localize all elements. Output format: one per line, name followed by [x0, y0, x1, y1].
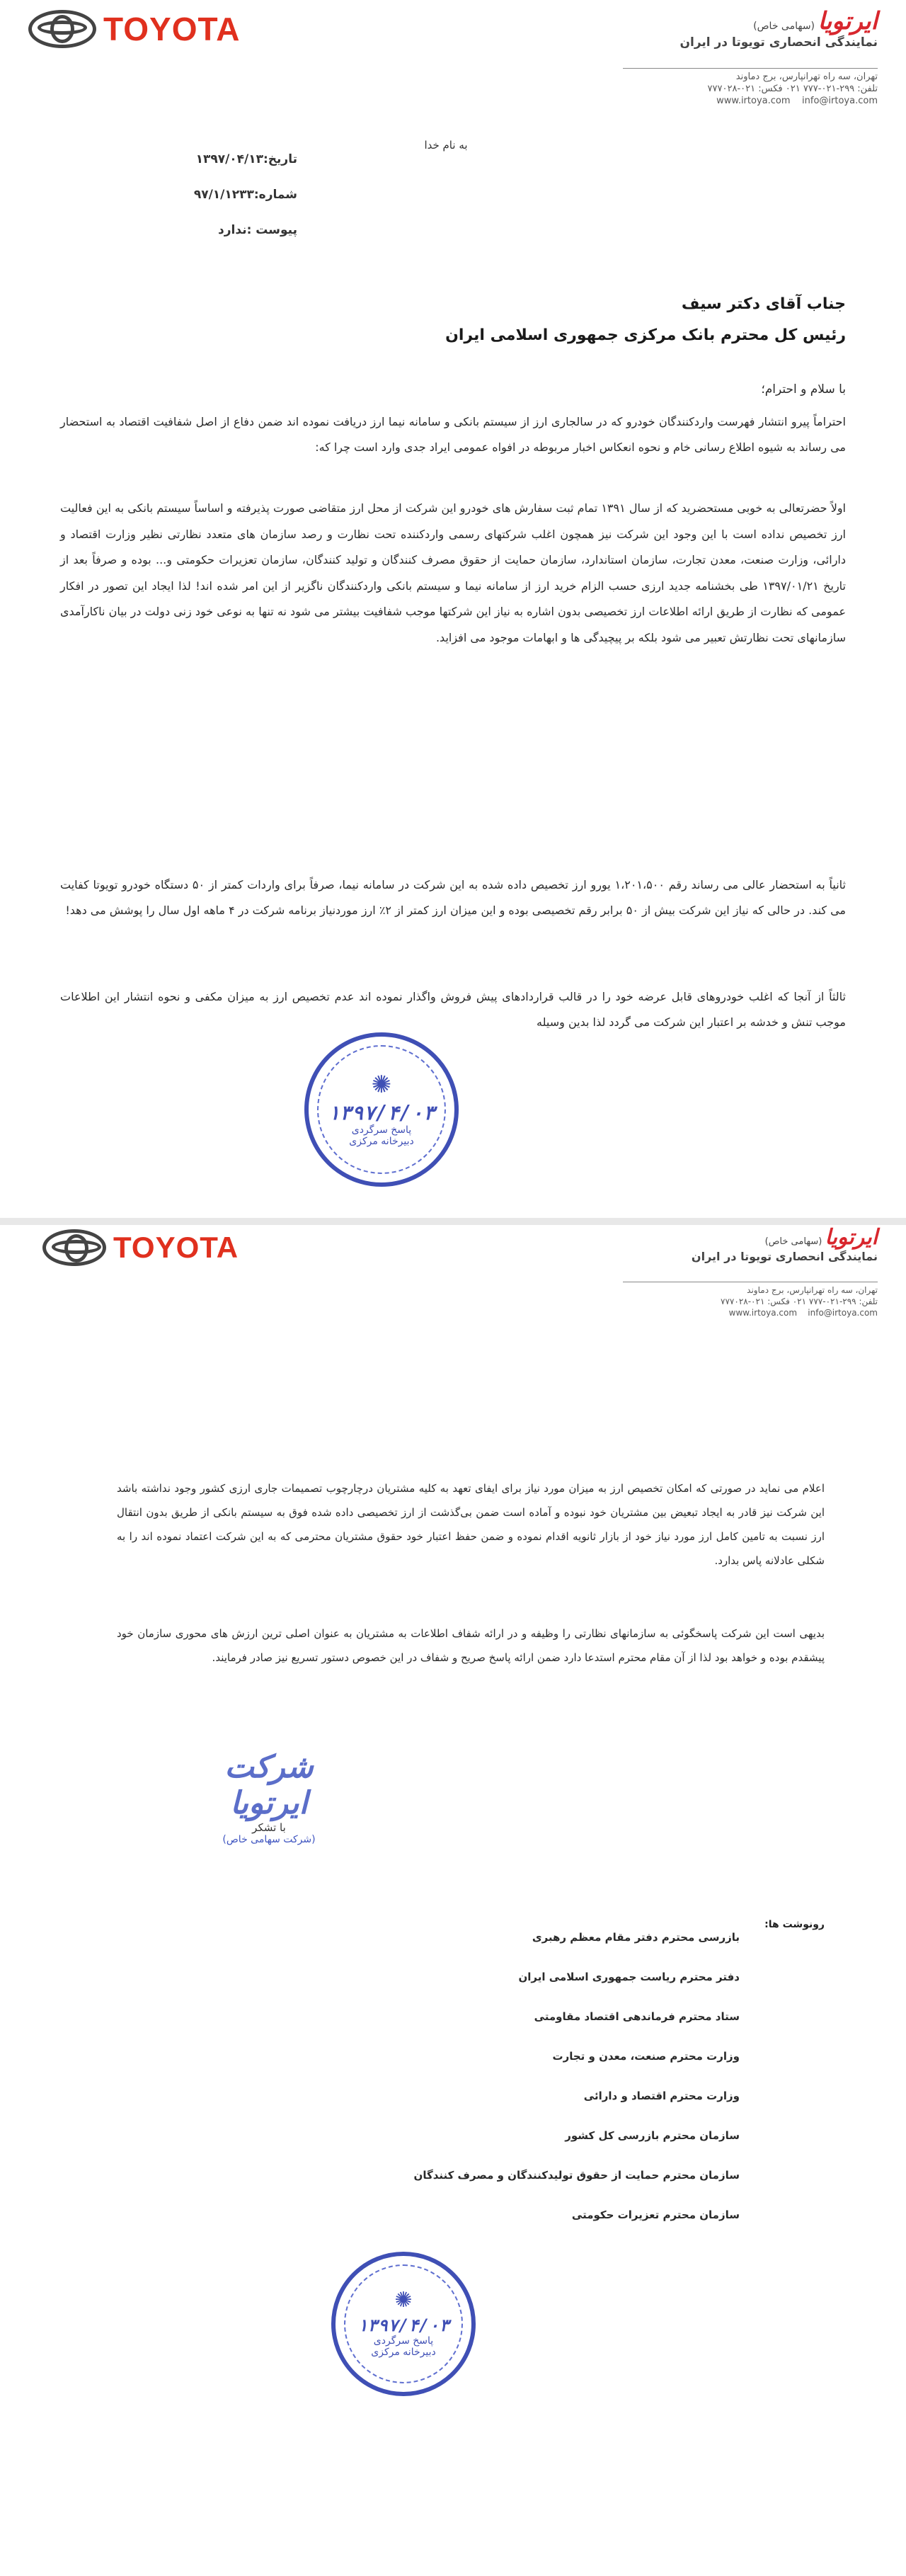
stamp-date-2: ۱۳۹۷/۴/۰۳ — [357, 2315, 450, 2335]
number-label: شماره: — [253, 188, 297, 202]
letterhead-web: www.irtoya.com — [716, 96, 791, 106]
copy-recipient: وزارت محترم صنعت، معدن و تجارت — [552, 2050, 740, 2063]
letterhead-company — [573, 7, 878, 50]
company-type: (سهامی خاص) — [753, 21, 815, 32]
signature-mark: شرکت ایرتویا — [224, 1749, 314, 1821]
stamp-inner-ring-2 — [344, 2264, 463, 2383]
received-stamp-2 — [331, 2252, 476, 2396]
paragraph-4: ثالثاً از آنجا که اغلب خودروهای قابل عرضه خود را در قالب قراردادهای پیش فروش واگذار نموده اند عدم تخصیص ارز به میزان مکفی و نحوه انتشار این اطلاعات موجب تنش و خدشه بر اعتبار این شرکت می گردد لذا بدین وسیله — [60, 990, 846, 1029]
paragraph-6: بدیهی است این شرکت پاسخگوئی به سازمانهای نظارتی را وظیفه و در ارائه شفاف اطلاعات به مشتریان به عنوان اصلی ترین ارزش های محوری سازمان خود پیشقدم بوده و خواهد بود لذا از آن مقام محترم استدعا دارد ضمن ارائه پاسخ صریح و شفاف در این خصوص دستور تسریع نیز صادر فرمایند. — [117, 1627, 825, 1664]
letterhead-email-2: info@irtoya.com — [808, 1308, 878, 1318]
emblem-icon: ✺ — [394, 2288, 413, 2313]
letterhead-contact — [580, 71, 878, 107]
stamp-text-1: پاسخ سرگردی — [351, 1124, 412, 1136]
copy-recipient: سازمان محترم حمایت از حقوق تولیدکنندگان و مصرف کنندگان — [413, 2169, 740, 2182]
addressee-name: جناب آقای دکتر سیف — [681, 295, 846, 313]
toyota-brand — [28, 10, 240, 48]
stamp-text-2: دبیرخانه مرکزی — [349, 1135, 414, 1147]
paragraph-3: ثانیاً به استحضار عالی می رساند رقم ۱،۲۰۱،۵۰۰ یورو ارز تخصیص داده شده به این شرکت در سامانه نیما، صرفاً برای واردات کمتر از ۵۰ دستگاه خودرو تویوتا کفایت می کند. در حالی که نیاز این شرکت بیش از ۵۰ برابر رقم تخصیصی بوده و این میزان ارز کمتر از ۲٪ ارز موردنیاز برنامه شرکت در ۴ ماهه اول سال را پوشش می دهد! — [60, 878, 846, 917]
copy-recipient: سازمان محترم تعزیرات حکومتی — [571, 2209, 740, 2221]
greeting: با سلام و احترام؛ — [761, 382, 846, 397]
toyota-logo-icon — [42, 1229, 106, 1266]
toyota-brand-2 — [42, 1229, 239, 1266]
stamp-date: ۱۳۹۷/۴/۰۳ — [328, 1100, 435, 1124]
copy-recipient: ستاد محترم فرماندهی اقتصاد مقاومتی — [534, 2010, 740, 2023]
letterhead-phone: تلفن: ۲۹۹-۰۲۱-۷۷۷ ۰۲۱ فکس: ۰۲۱-۷۷۷۰۲۸ — [707, 84, 878, 94]
copies-list — [301, 1917, 740, 2235]
stamp-inner-ring — [317, 1045, 446, 1174]
letterhead-company-2 — [573, 1225, 878, 1263]
addressee — [209, 289, 846, 351]
signature-closing: با تشکر — [252, 1821, 286, 1834]
copy-recipient: سازمان محترم بازرسی کل کشور — [565, 2129, 740, 2142]
copy-recipient: بازرسی محترم دفتر مقام معظم رهبری — [532, 1931, 740, 1944]
letter-page-2 — [0, 1225, 906, 2576]
attachment-line — [156, 212, 297, 248]
copies-label: رونوشت ها: — [764, 1919, 825, 1930]
letterhead-subtitle: نمایندگی انحصاری تویوتا در ایران — [680, 35, 878, 50]
toyota-wordmark: TOYOTA — [103, 11, 241, 47]
toyota-logo-icon — [28, 10, 96, 48]
stamp-text-1-2: پاسخ سرگردی — [373, 2335, 434, 2347]
number-line — [156, 177, 297, 212]
copy-recipient: دفتر محترم ریاست جمهوری اسلامی ایران — [518, 1971, 740, 1983]
company-signature — [184, 1749, 354, 1845]
stamp-text-2-2: دبیرخانه مرکزی — [371, 2347, 436, 2358]
paragraph-5: اعلام می نماید در صورتی که امکان تخصیص ارز به میزان مورد نیاز برای ایفای تعهد به کلیه مشتریان درچارچوب تصمیمات جاری ارزی کشور وجود نداشته باشد این شرکت نیز قادر به ایجاد تبعیض بین مشتریان خود نبوده و آماده است ضمن بی‌گذشت از ارز تخصیصی داده شده فوق به سیستم بانکی از طریق بدون انتقال ارز نسبت به تامین کامل ارز مورد نیاز خود از بازار ثانویه اقدام نموده و ضمن حفظ اعتبار خود حقوق مشتریان محترمی که به این شرکت اعتماد نموده اند را به شکلی عادلانه پاس بدارد. — [117, 1482, 825, 1567]
paragraph-1: احتراماً پیرو انتشار فهرست واردکنندگان خودرو که در سالجاری ارز از سیستم بانکی و سامانه نیما ارز دریافت نموده اند ضمن دفاع از اصل شفافیت اقتصاد به استحضار می رساند به شیوه اطلاع رسانی خام و نحوه انعکاس اخبار مربوطه در افواه عمومی ایراد جدی وارد است چرا که: — [60, 415, 846, 454]
received-stamp — [304, 1032, 459, 1187]
date-label: تاریخ: — [263, 152, 297, 166]
letterhead-subtitle-2: نمایندگی انحصاری تویوتا در ایران — [691, 1250, 878, 1263]
attachment-label: پیوست : — [246, 223, 297, 237]
irtoya-mark: ایرتویا — [818, 7, 878, 35]
signature-type: (شرکت سهامی خاص) — [222, 1834, 316, 1845]
date-line — [156, 142, 297, 177]
company-type-2: (سهامی خاص) — [764, 1236, 822, 1247]
number-value: ۹۷/۱/۱۲۳۳ — [193, 188, 254, 202]
copy-recipient: وزارت محترم اقتصاد و دارائی — [583, 2090, 740, 2102]
toyota-wordmark-2: TOYOTA — [113, 1231, 239, 1264]
invocation: به نام خدا — [424, 139, 468, 152]
letter-page-1 — [0, 0, 906, 1218]
attachment-value: ندارد — [218, 223, 247, 237]
letterhead-email: info@irtoya.com — [802, 96, 878, 106]
emblem-icon: ✺ — [371, 1070, 392, 1099]
page-separator — [0, 1218, 906, 1225]
paragraph-2: اولاً حضرتعالی به خوبی مستحضرید که از سال ۱۳۹۱ تمام ثبت سفارش های خودرو این شرکت از محل ارز متقاضی صورت پذیرفته و اساساً سیستم بانکی به این فعالیت ارز تخصیص نداده است با این وجود این شرکت نیز همچون اغلب شرکتهای رسمی واردکننده تحت نظارت و رصد سازمان های متعدد نظارتی نظیر وزارت اقتصاد و دارائی، وزارت صنعت، معدن تجارت، سازمان استاندارد، سازمان حمایت از حقوق مصرف کنندگان و تولید کنندگان، سازمان تعزیرات حکومتی و... بوده و صرفاً بعد از تاریخ ۱۳۹۷/۰۱/۲۱ طی بخشنامه جدید ارزی حسب الزام خرید ارز از سامانه نیما و سیستم بانکی واردکنندگان ناگزیر از این امر شده اند! لذا ایجاد این تصور در افکار عمومی که نظارت از طریق ارائه اطلاعات ارز تخصیصی بدون اشاره به نیاز این شرکتها موجب شفافیت بیشتر می شود نه تنها به نوعی خود زنی دولت در بیان ناکارآمدی سازمانهای تحت نظارتش تعبیر می شود بلکه بر پیچیدگی ها و ابهامات موجود می افزاید. — [60, 501, 846, 644]
addressee-title: رئیس کل محترم بانک مرکزی جمهوری اسلامی ایران — [445, 326, 846, 344]
date-value: ۱۳۹۷/۰۴/۱۳ — [195, 152, 263, 166]
letterhead-address: تهران، سه راه تهرانپارس، برج دماوند — [735, 72, 878, 82]
letterhead-contact-2 — [580, 1284, 878, 1318]
irtoya-mark-2: ایرتویا — [825, 1225, 878, 1250]
letterhead-phone-2: تلفن: ۲۹۹-۰۲۱-۷۷۷ ۰۲۱ فکس: ۰۲۱-۷۷۷۰۲۸ — [721, 1296, 878, 1306]
letterhead-address-2: تهران، سه راه تهرانپارس، برج دماوند — [747, 1285, 878, 1295]
letterhead-rule — [623, 68, 878, 69]
letterhead-web-2: www.irtoya.com — [728, 1308, 798, 1318]
letter-meta — [156, 142, 297, 248]
